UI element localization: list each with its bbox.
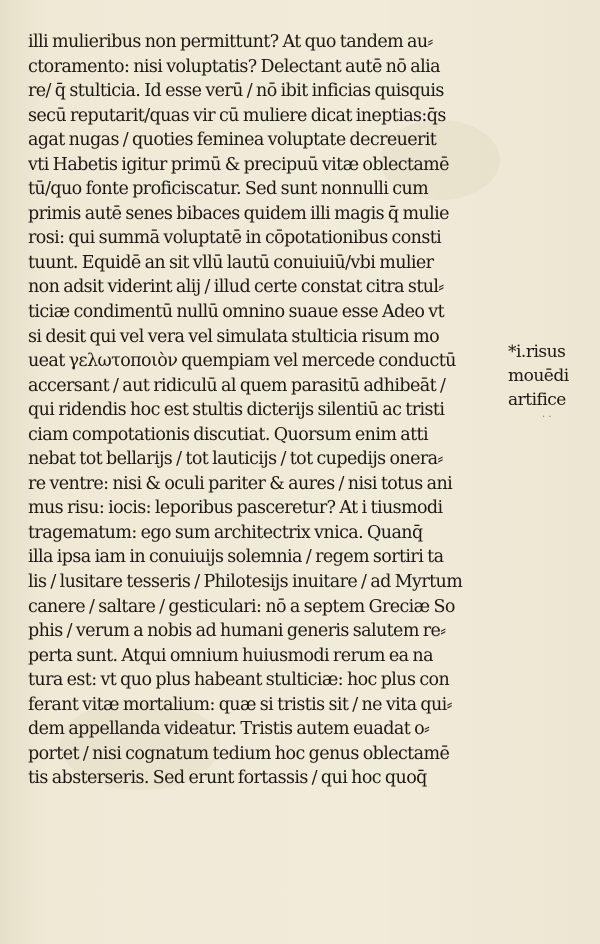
text-line: qui ridendis hoc est stultis dicterijs silentiū ac tristi <box>28 400 445 421</box>
text-line: accersant / aut ridiculū al quem parasitū adhibeāt / <box>28 375 446 396</box>
margin-note-line: mouēdi <box>508 366 569 386</box>
text-line: mus risu: iocis: leporibus pasceretur? At i tiusmodi <box>28 498 443 519</box>
text-line: si desit qui vel vera vel simulata stulticia risum mo <box>28 326 440 347</box>
margin-note-line: artifice <box>508 390 566 410</box>
text-line: primis autē senes bibaces quidem illi magis q̄ mulie <box>28 203 449 224</box>
margin-note-mark: · · <box>542 412 552 423</box>
text-line: canere / saltare / gesticulari: nō a septem Greciæ So <box>28 596 455 617</box>
text-line: illi mulieribus non permittunt? At quo tandem au⸗ <box>28 32 433 52</box>
text-line: ticiæ condimentū nullū omnino suaue esse Adeo vt <box>28 302 444 323</box>
text-line: dem appellanda videatur. Tristis autem euadat o⸗ <box>28 719 430 740</box>
text-line: agat nugas / quoties feminea voluptate decreuerit <box>28 130 437 151</box>
margin-note <box>508 340 596 424</box>
margin-note-line: *i.risus <box>508 342 566 362</box>
text-line: secū reputarit/quas vir cū muliere dicat ineptias:q̄s <box>28 105 446 126</box>
text-line: rosi: qui summā voluptatē in cōpotationibus consti <box>28 228 442 249</box>
text-line: portet / nisi cognatum tedium hoc genus oblectamē <box>28 743 450 764</box>
text-line: nebat tot bellarijs / tot lauticijs / tot cupedijs onera⸗ <box>28 449 443 470</box>
text-line: illa ipsa iam in conuiuijs solemnia / regem sortiri ta <box>28 547 444 568</box>
text-line: lis / lusitare tesseris / Philotesijs inuitare / ad Myrtum <box>28 572 463 593</box>
text-line: ueat γελωτοποιὸν quempiam vel mercede conductū <box>28 351 456 372</box>
text-line: tū/quo fonte proficiscatur. Sed sunt nonnulli cum <box>28 179 429 200</box>
text-line: tragematum: ego sum architectrix vnica. Quanq̄ <box>28 522 423 543</box>
text-line: ferant vitæ mortalium: quæ si tristis sit / ne vita qui⸗ <box>28 694 452 715</box>
text-line: tura est: vt quo plus habeant stulticiæ: hoc plus con <box>28 670 450 691</box>
text-line: tis absterseris. Sed erunt fortassis / qui hoc quoq̄ <box>28 768 427 789</box>
text-line: perta sunt. Atqui omnium huiusmodi rerum ea na <box>28 645 433 666</box>
main-text-block <box>28 30 508 791</box>
text-line: non adsit viderint alij / illud certe constat citra stul⸗ <box>28 277 444 298</box>
text-line: ctoramento: nisi voluptatis? Delectant autē nō alia <box>28 56 440 77</box>
text-line: ciam compotationis discutiat. Quorsum enim atti <box>28 424 428 445</box>
text-line: phis / verum a nobis ad humani generis salutem re⸗ <box>28 621 446 642</box>
text-line: re/ q̄ stulticia. Id esse verū / nō ibit inficias quisquis <box>28 81 444 102</box>
text-line: re ventre: nisi & oculi pariter & aures / nisi totus ani <box>28 473 453 494</box>
text-line: vti Habetis igitur primū & precipuū vitæ oblectamē <box>28 154 449 175</box>
text-line: tuunt. Equidē an sit vllū lautū conuiuiū/vbi mulier <box>28 252 434 273</box>
